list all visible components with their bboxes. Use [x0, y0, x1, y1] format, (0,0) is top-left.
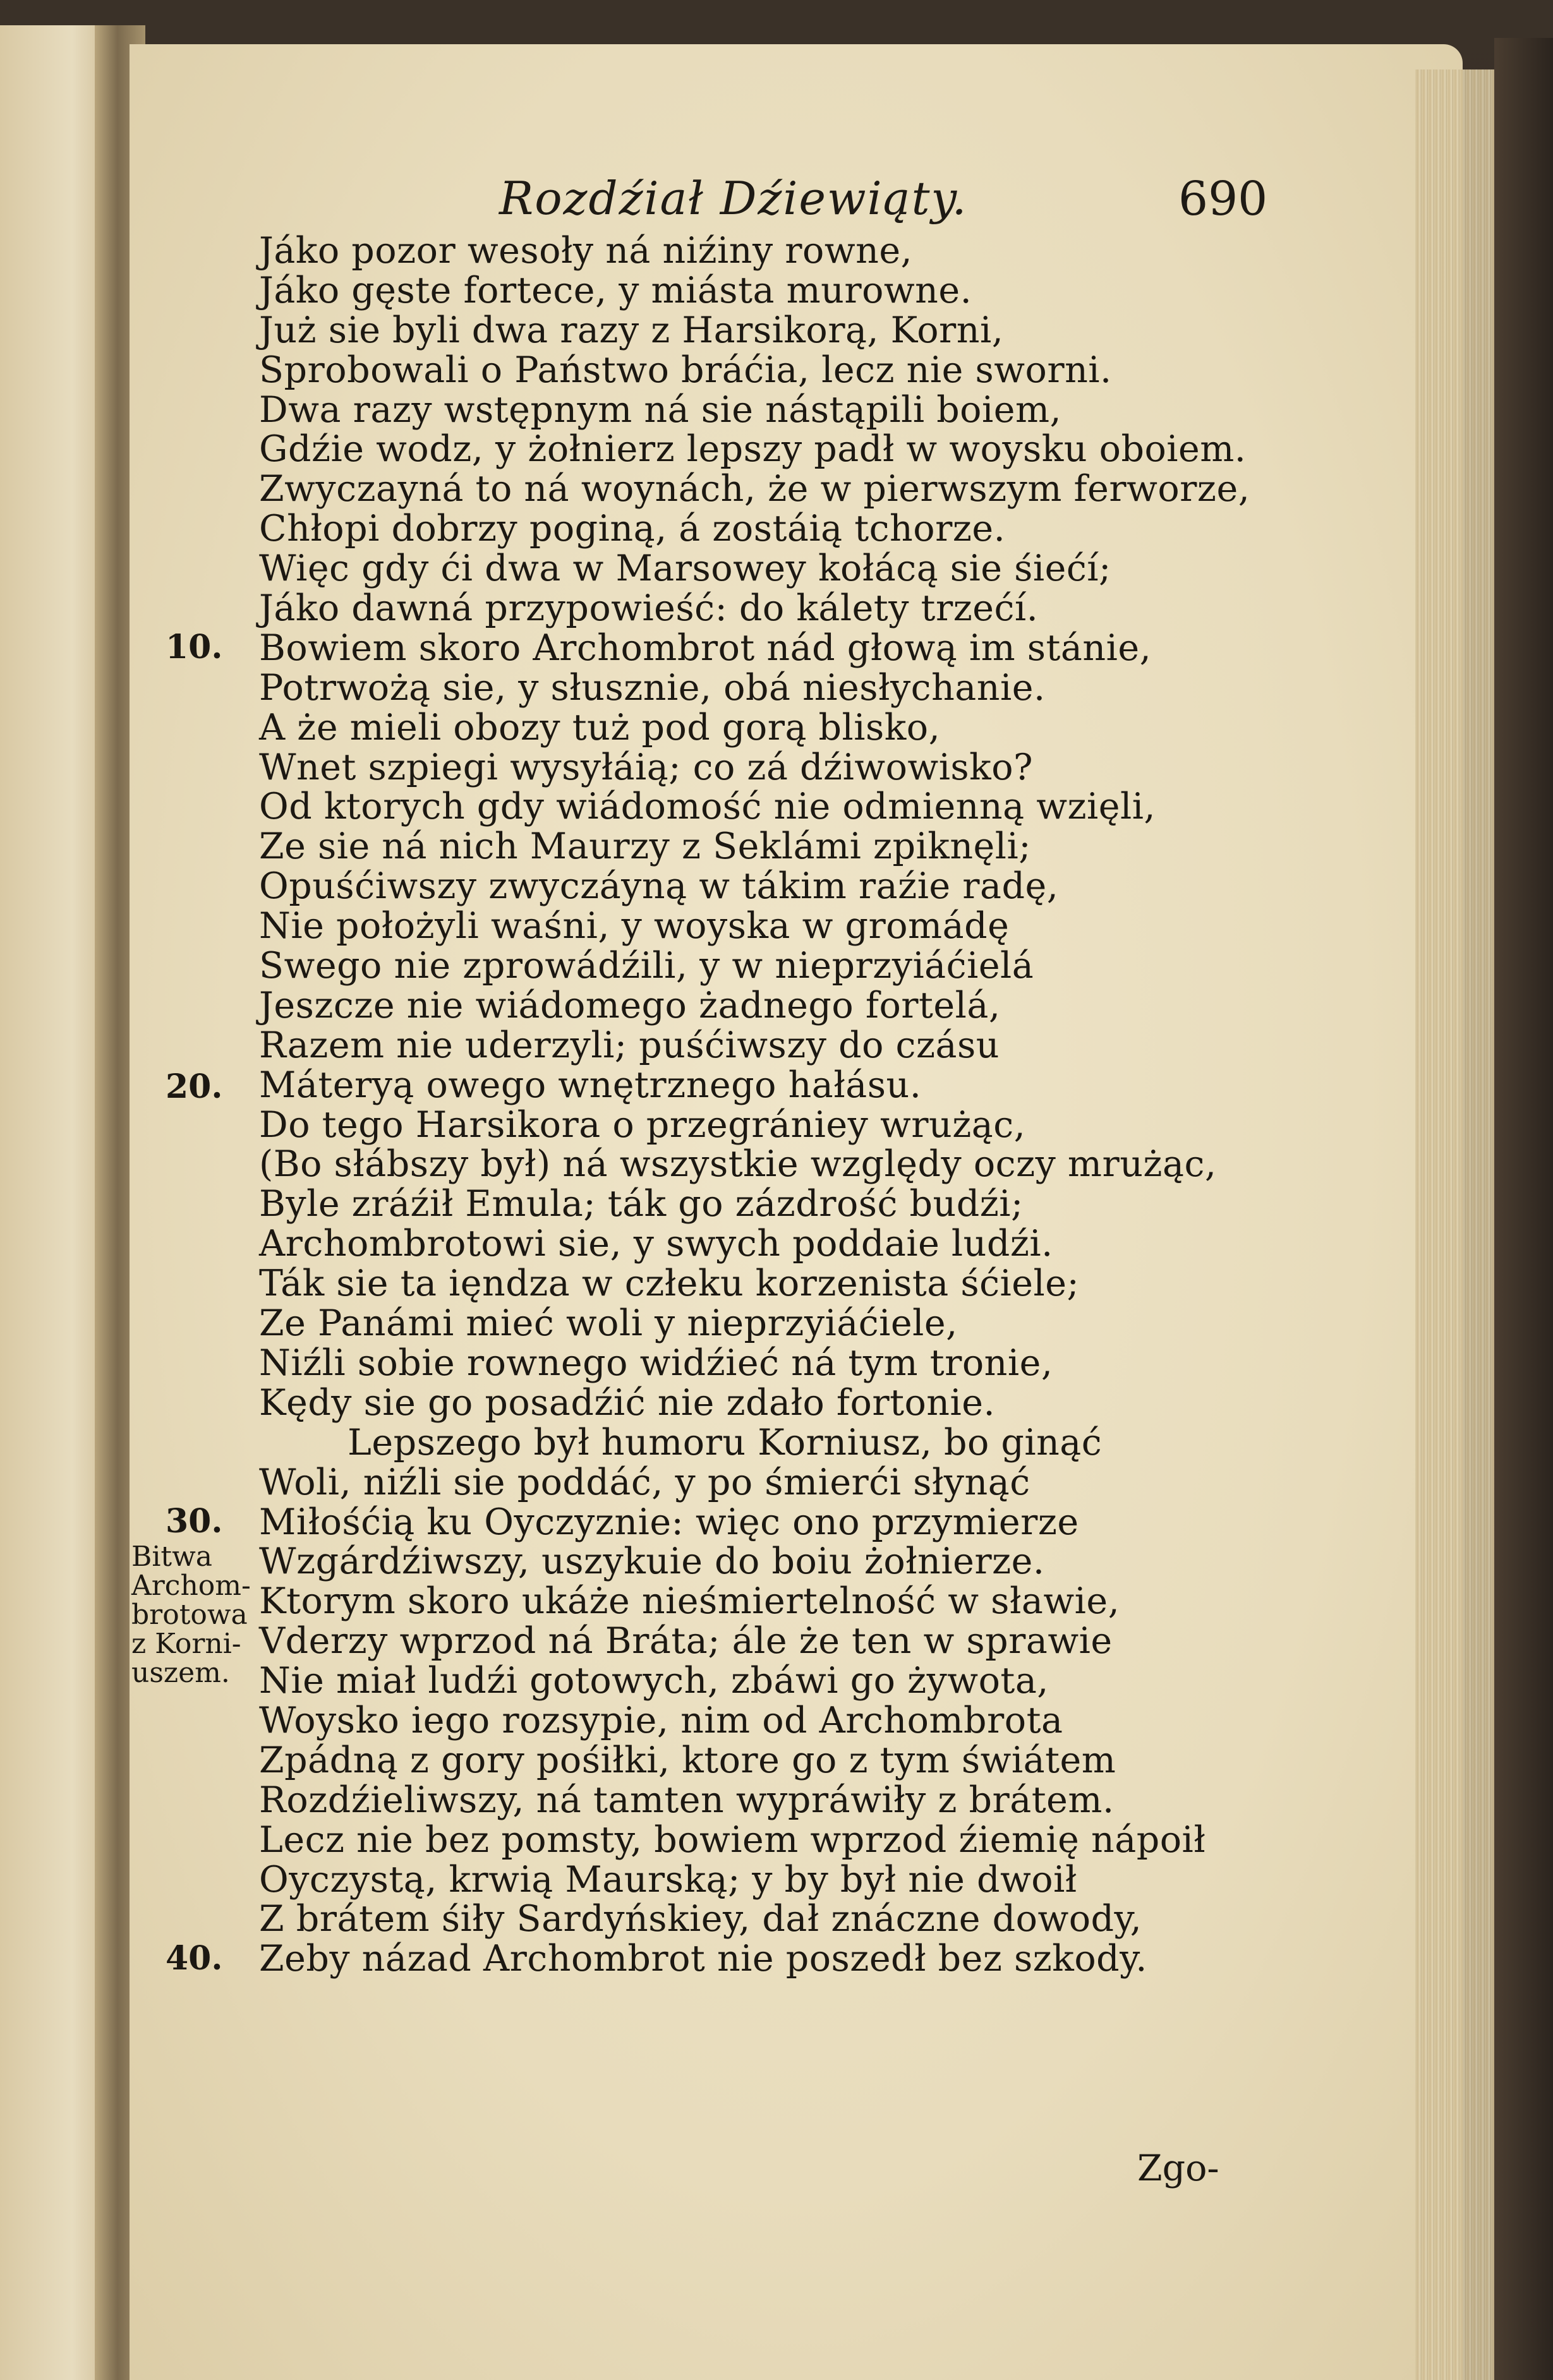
margin-note-line: z Korni- [131, 1628, 241, 1660]
text-line: Jáko gęste fortece, y miásta murowne. [259, 269, 972, 311]
text-line: Zpádną z gory pośiłki, ktore go z tym świátem [259, 1739, 1116, 1781]
text-line: Od ktorych gdy wiádomość nie odmienną wzięli, [259, 786, 1156, 828]
text-line: A że mieli obozy tuż pod gorą blisko, [259, 706, 941, 748]
text-line: Zeby názad Archombrot nie poszedł bez szkody. [259, 1938, 1147, 1980]
text-line: Máteryą owego wnętrznego hałásu. [259, 1064, 922, 1106]
text-line: Lecz nie bez pomsty, bowiem wprzod źiemię nápoił [259, 1818, 1206, 1861]
text-line: Ták sie ta ięndza w człeku korzenista śćiele; [259, 1263, 1080, 1305]
margin-note-line: uszem. [131, 1657, 230, 1689]
poem-text [259, 231, 1384, 1979]
text-line: Niźli sobie rownego widźieć ná tym tronie, [259, 1342, 1053, 1384]
text-line: Oyczystą, krwią Maurską; y by był nie dwoił [259, 1858, 1077, 1901]
line-number: 30. [166, 1502, 223, 1541]
text-line: Gdźie wodz, y żołnierz lepszy padł w woysku oboiem. [259, 428, 1247, 471]
text-line: Jeszcze nie wiádomego żadnego fortelá, [259, 984, 1001, 1026]
text-line: Potrwożą sie, y słusznie, obá niesłychanie. [259, 666, 1046, 709]
text-line: Już sie byli dwa razy z Harsikorą, Korni, [259, 309, 1004, 351]
line-number: 20. [166, 1067, 223, 1106]
text-line: Ze Panámi mieć woli y nieprzyiáćiele, [259, 1302, 958, 1345]
line-number: 10. [166, 628, 223, 666]
text-line: Jáko dawná przypowieść: do kálety trzećí. [259, 587, 1039, 630]
margin-note-line: Bitwa [131, 1541, 212, 1573]
text-line: Lepszego był humoru Korniusz, bo ginąć [347, 1421, 1103, 1463]
line-number: 40. [166, 1939, 223, 1978]
text-line: Opuśćiwszy zwyczáyną w tákim raźie radę, [259, 865, 1059, 908]
text-line: Nie położyli waśni, y woyska w gromádę [259, 905, 1010, 947]
chapter-heading: Rozdźiał Dźiewiąty. [499, 172, 968, 225]
text-line: Vderzy wprzod ná Bráta; ále że ten w sprawie [259, 1620, 1113, 1662]
text-line: Woli, niźli sie poddáć, y po śmierći słynąć [259, 1461, 1030, 1503]
text-line: Kędy sie go posadźić nie zdało fortonie. [259, 1381, 996, 1424]
text-line: Ktorym skoro ukáże nieśmiertelność w sławie, [259, 1580, 1120, 1623]
text-line: Dwa razy wstępnym ná sie nástąpili boiem, [259, 388, 1062, 431]
text-line: Wzgárdźiwszy, uszykuie do boiu żołnierze. [259, 1541, 1045, 1583]
text-line: Miłośćią ku Oyczyznie: więc ono przymierze [259, 1501, 1079, 1543]
text-line: Swego nie zprowádźili, y w nieprzyiáćielá [259, 945, 1034, 987]
text-line: Byle zráźił Emula; ták go zázdrość budźi; [259, 1183, 1024, 1225]
text-line: Razem nie uderzyli; puśćiwszy do czásu [259, 1024, 1000, 1066]
text-line: Wnet szpiegi wysyłáią; co zá dźiwowisko? [259, 746, 1034, 788]
text-line: Woysko iego rozsypie, nim od Archombrota [259, 1699, 1063, 1741]
text-line: Jáko pozor wesoły ná niźiny rowne, [259, 230, 913, 272]
text-line: Ze sie ná nich Maurzy z Seklámi zpiknęli; [259, 826, 1031, 868]
text-line: Z brátem śiły Sardyńskiey, dał znáczne dowody, [259, 1898, 1142, 1940]
catchword: Zgo- [1137, 2148, 1219, 2189]
page-number: 690 [1178, 172, 1268, 226]
text-line: Do tego Harsikora o przegrániey wrużąc, [259, 1103, 1026, 1146]
margin-note [131, 1542, 258, 1688]
text-line: Zwyczayná to ná woynách, że w pierwszym ferworze, [259, 468, 1250, 510]
text-line: Chłopi dobrzy poginą, á zostáią tchorze. [259, 508, 1006, 550]
text-line: Więc gdy ći dwa w Marsowey kołácą sie śiećí; [259, 548, 1111, 590]
text-line: Bowiem skoro Archombrot nád głową im stánie, [259, 627, 1152, 669]
margin-note-line: brotowa [131, 1599, 248, 1631]
text-line: Archombrotowi sie, y swych poddaie ludźi. [259, 1223, 1053, 1265]
text-line: Sprobowali o Państwo bráćia, lecz nie sworni. [259, 349, 1112, 391]
text-line: Nie miał ludźi gotowych, zbáwi go żywota, [259, 1660, 1049, 1702]
page-edges [1415, 69, 1494, 2380]
text-line: (Bo słábszy był) ná wszystkie względy oczy mrużąc, [259, 1143, 1217, 1186]
text-line: Rozdźieliwszy, ná tamten wypráwiły z brátem. [259, 1779, 1115, 1821]
book-cover-edge [1494, 38, 1553, 2380]
margin-note-line: Archom- [131, 1570, 251, 1602]
